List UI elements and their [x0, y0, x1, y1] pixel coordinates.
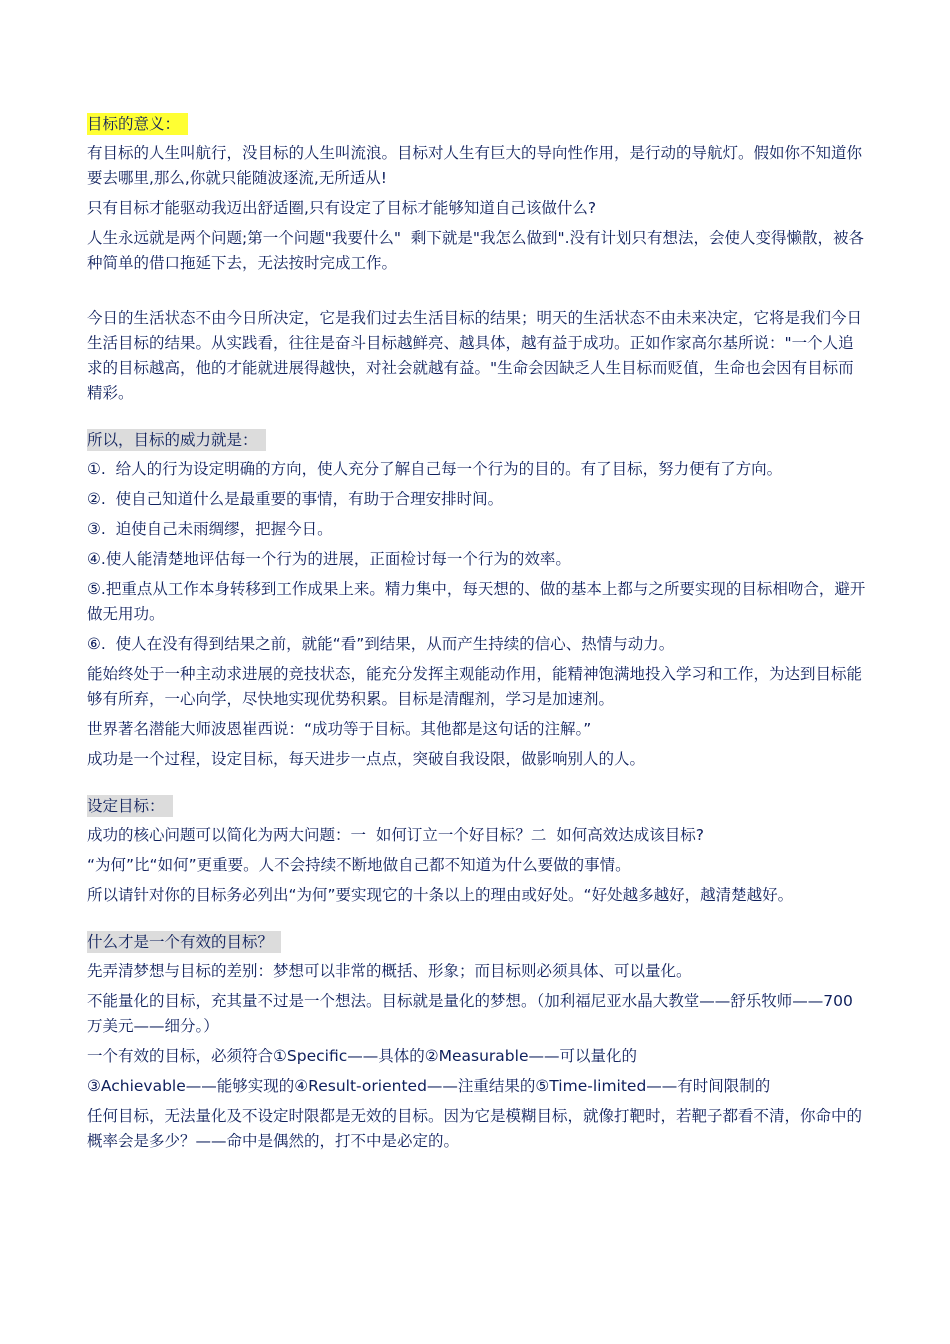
list-item: ③. 迫使自己未雨绸缪，把握今日。 — [87, 520, 333, 538]
list-item: ⑥. 使人在没有得到结果之前，就能“看”到结果，从而产生持续的信心、热情与动力。 — [87, 635, 675, 653]
paragraph: 所以请针对你的目标务必列出“为何”要实现它的十条以上的理由或好处。“好处越多越好，越清楚越好。 — [87, 886, 794, 904]
paragraph: ③Achievable——能够实现的④Result-oriented——注重结果的⑤Time-limited——有时间限制的 — [87, 1077, 771, 1095]
paragraph: 今日的生活状态不由今日所决定，它是我们过去生活目标的结果；明天的生活状态不由未来决定，它将是我们今日生活目标的结果。从实践看，往往是奋斗目标越鲜亮、越具体，越有益于成功。正如作家高尔基所说："一个人追求的目标越高，他的才能就进展得越快，对社会就越有益。"生命会因缺乏人生目标而贬值，生命也会因有目标而精彩。 — [87, 309, 863, 402]
paragraph: 不能量化的目标，充其量不过是一个想法。目标就是量化的梦想。（加利福尼亚水晶大教堂——舒乐牧师——700万美元——细分。） — [87, 992, 853, 1035]
paragraph: 先弄清梦想与目标的差别：梦想可以非常的概括、形象；而目标则必须具体、可以量化。 — [87, 962, 692, 980]
paragraph: 有目标的人生叫航行，没目标的人生叫流浪。目标对人生有巨大的导向性作用，是行动的导航灯。假如你不知道你要去哪里,那么,你就只能随波逐流,无所适从! — [87, 144, 863, 187]
paragraph: 一个有效的目标，必须符合①Specific——具体的②Measurable——可以量化的 — [87, 1047, 637, 1065]
section-heading-set-goals: 设定目标： — [87, 795, 173, 817]
paragraph: 成功的核心问题可以简化为两大问题：一 如何订立一个好目标？二 如何高效达成该目标? — [87, 826, 704, 844]
spacer — [87, 777, 867, 795]
section-heading-power: 所以，目标的威力就是： — [87, 429, 266, 451]
section-meaning — [87, 113, 867, 406]
paragraph: 能始终处于一种主动求进展的竞技状态，能充分发挥主观能动作用，能精神饱满地投入学习和工作，为达到目标能够有所弃，一心向学，尽快地实现优势积累。目标是清醒剂，学习是加速剂。 — [87, 665, 863, 708]
spacer — [87, 411, 867, 429]
list-item: ④.使人能清楚地评估每一个行为的进展，正面检讨每一个行为的效率。 — [87, 550, 571, 568]
paragraph: 任何目标，无法量化及不设定时限都是无效的目标。因为它是模糊目标，就像打靶时，若靶子都看不清，你命中的概率会是多少？——命中是偶然的，打不中是必定的。 — [87, 1107, 863, 1150]
paragraph: 人生永远就是两个问题;第一个问题"我要什么" 剩下就是"我怎么做到".没有计划只有想法，会使人变得懒散，被各种简单的借口拖延下去，无法按时完成工作。 — [87, 229, 865, 272]
paragraph: 世界著名潜能大师波恩崔西说：“成功等于目标。其他都是这句话的注解。” — [87, 720, 592, 738]
spacer — [87, 281, 867, 306]
paragraph: 成功是一个过程，设定目标，每天进步一点点，突破自我设限，做影响别人的人。 — [87, 750, 646, 768]
section-power — [87, 429, 867, 772]
list-item: ⑤.把重点从工作本身转移到工作成果上来。精力集中，每天想的、做的基本上都与之所要实现的目标相吻合，避开做无用功。 — [87, 580, 866, 623]
section-effective-goal — [87, 931, 867, 1154]
document-page — [87, 113, 867, 1159]
list-item: ①. 给人的行为设定明确的方向，使人充分了解自己每一个行为的目的。有了目标，努力便有了方向。 — [87, 460, 783, 478]
section-heading-meaning: 目标的意义： — [87, 113, 188, 135]
spacer — [87, 913, 867, 931]
section-set-goals — [87, 795, 867, 908]
paragraph: 只有目标才能驱动我迈出舒适圈,只有设定了目标才能够知道自己该做什么? — [87, 199, 597, 217]
section-heading-effective-goal: 什么才是一个有效的目标？ — [87, 931, 281, 953]
paragraph: “为何”比“如何”更重要。人不会持续不断地做自己都不知道为什么要做的事情。 — [87, 856, 631, 874]
list-item: ②. 使自己知道什么是最重要的事情，有助于合理安排时间。 — [87, 490, 504, 508]
